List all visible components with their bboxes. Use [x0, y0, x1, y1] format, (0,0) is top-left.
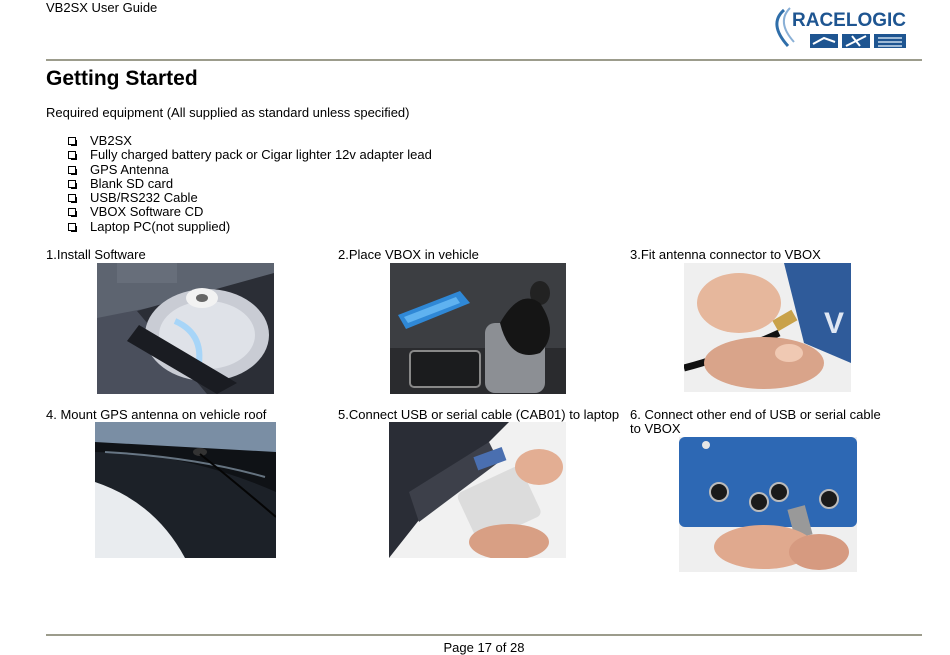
list-item: VB2SX [68, 134, 432, 148]
antenna-connector-photo [684, 263, 851, 392]
checkbox-bullet-icon [68, 151, 76, 159]
checkbox-bullet-icon [68, 180, 76, 188]
step-3-caption: 3.Fit antenna connector to VBOX [630, 247, 821, 262]
page-number: Page 17 of 28 [443, 640, 525, 655]
document-title: VB2SX User Guide [46, 0, 158, 15]
step-2-caption: 2.Place VBOX in vehicle [338, 247, 479, 262]
header-rule [46, 59, 922, 61]
list-item: Laptop PC(not supplied) [68, 220, 432, 234]
checkbox-bullet-icon [68, 208, 76, 216]
svg-text:V: V [824, 307, 845, 340]
list-item: GPS Antenna [68, 163, 432, 177]
car-roof-photo [95, 422, 276, 558]
checkbox-bullet-icon [68, 194, 76, 202]
cable-to-laptop-photo [389, 422, 566, 558]
checkbox-bullet-icon [68, 137, 76, 145]
page-title: Getting Started [46, 67, 198, 90]
step-6-caption: 6. Connect other end of USB or serial cable to VBOX [630, 407, 881, 436]
step-5-caption: 5.Connect USB or serial cable (CAB01) to laptop [338, 407, 620, 422]
footer-rule [46, 634, 922, 636]
checkbox-bullet-icon [68, 166, 76, 174]
checkbox-bullet-icon [68, 223, 76, 231]
step-1-caption: 1.Install Software [46, 247, 146, 262]
vbox-in-vehicle-photo [390, 263, 566, 394]
logo-text: RACELOGIC [792, 10, 906, 31]
list-item: USB/RS232 Cable [68, 191, 432, 205]
install-software-photo [97, 263, 274, 394]
list-item: Fully charged battery pack or Cigar lighter 12v adapter lead [68, 148, 432, 162]
list-item: VBOX Software CD [68, 205, 432, 219]
equipment-intro: Required equipment (All supplied as standard unless specified) [46, 105, 410, 120]
cable-to-vbox-photo [679, 437, 857, 572]
list-item: Blank SD card [68, 177, 432, 191]
step-4-caption: 4. Mount GPS antenna on vehicle roof [46, 407, 267, 422]
equipment-list [68, 134, 432, 234]
racelogic-logo [766, 2, 914, 54]
